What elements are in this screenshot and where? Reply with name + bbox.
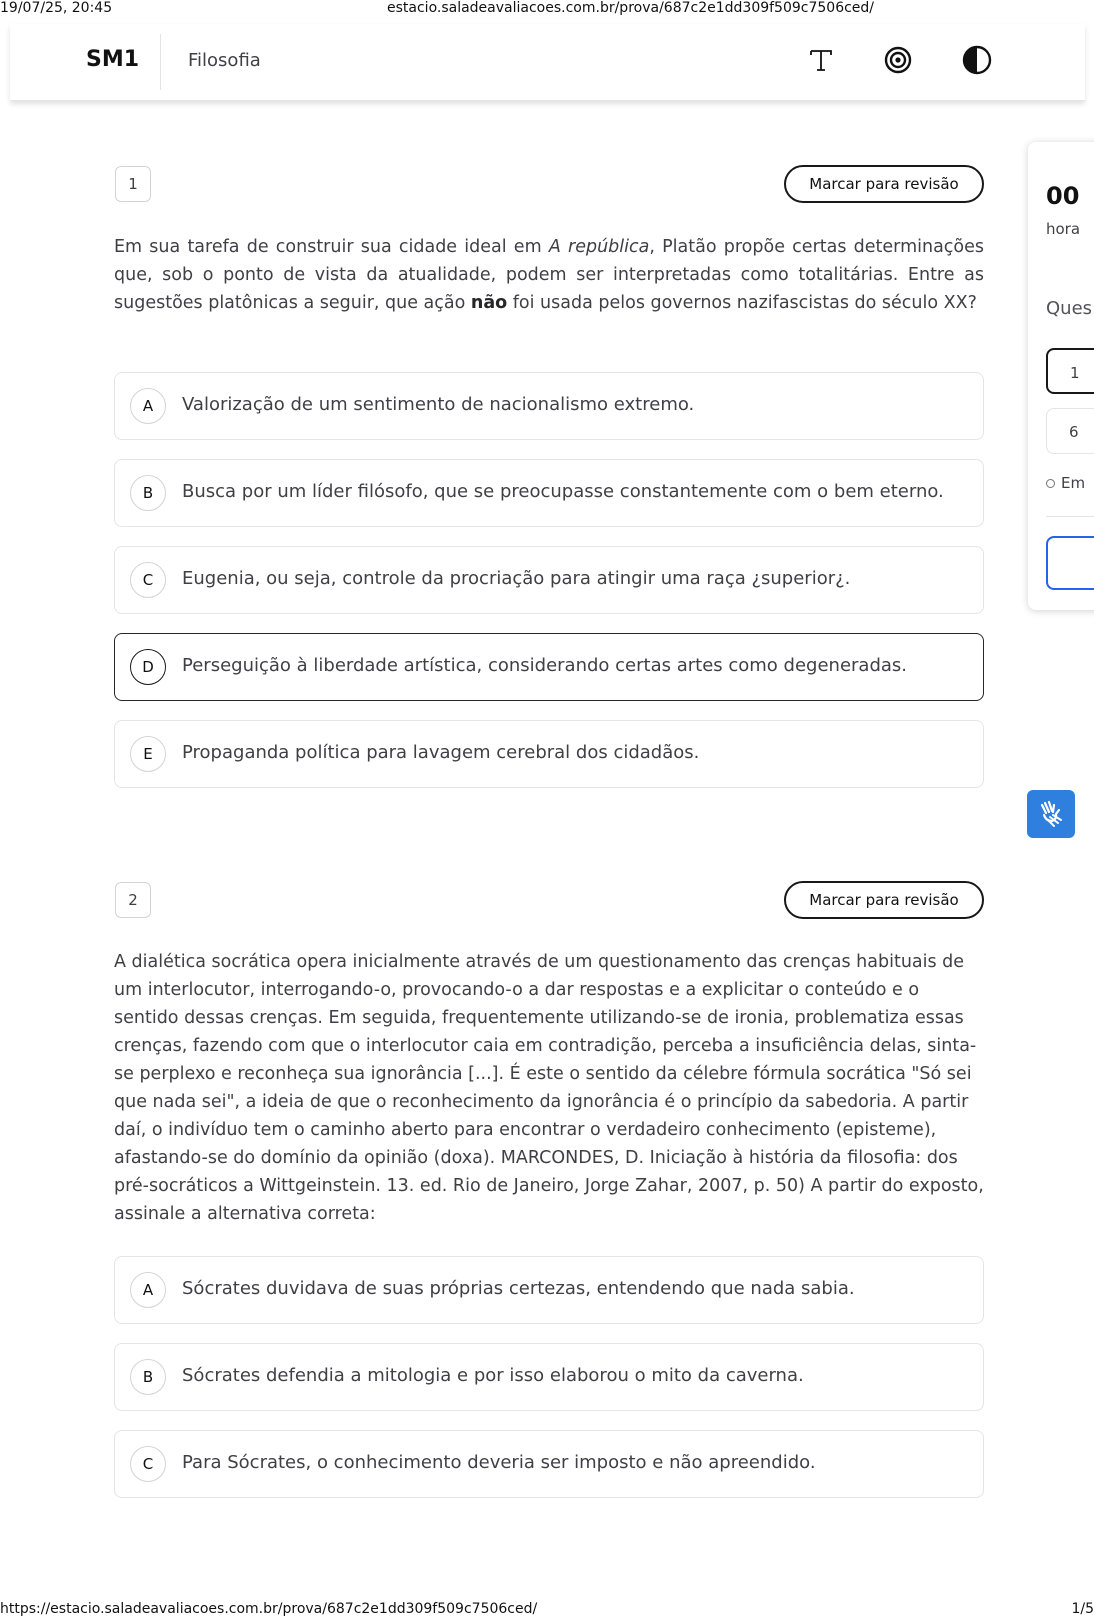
- option-text: Busca por um líder filósofo, que se preocupasse constantemente com o bem eterno.: [182, 481, 944, 502]
- print-datetime: 19/07/25, 20:45: [0, 0, 113, 16]
- print-header: [0, 0, 1094, 20]
- legend-label: Em: [1061, 474, 1086, 492]
- option-text: Sócrates defendia a mitologia e por isso elaborou o mito da caverna.: [182, 1365, 804, 1386]
- answer-option[interactable]: [114, 1343, 984, 1411]
- option-letter: B: [130, 475, 166, 511]
- question-nav-item[interactable]: 6: [1046, 408, 1094, 454]
- mark-for-review-button[interactable]: Marcar para revisão: [784, 165, 984, 203]
- brand-divider: [160, 34, 161, 90]
- answer-option[interactable]: [114, 459, 984, 527]
- subject-title: Filosofia: [188, 50, 261, 71]
- statement-text: Em sua tarefa de construir sua cidade ideal em: [114, 237, 549, 257]
- option-text: Valorização de um sentimento de nacionalismo extremo.: [182, 394, 695, 415]
- questions-label: Ques: [1046, 298, 1093, 319]
- option-text: Para Sócrates, o conhecimento deveria ser imposto e não apreendido.: [182, 1452, 816, 1473]
- option-letter: C: [130, 1446, 166, 1482]
- top-bar: [10, 24, 1085, 101]
- mark-for-review-button[interactable]: Marcar para revisão: [784, 881, 984, 919]
- option-text: Eugenia, ou seja, controle da procriação para atingir uma raça ¿superior¿.: [182, 568, 851, 589]
- option-text: Sócrates duvidava de suas próprias certezas, entendendo que nada sabia.: [182, 1278, 855, 1299]
- option-text: Propaganda política para lavagem cerebral dos cidadãos.: [182, 742, 700, 763]
- question-statement: [114, 233, 984, 317]
- sign-language-icon[interactable]: [1027, 790, 1075, 838]
- print-url: estacio.saladeavaliacoes.com.br/prova/687c2e1dd309f509c7506ced/: [387, 0, 875, 16]
- statement-text: , Platão propõe certas determinações que, sob o ponto de vista da atualidade, podem ser interpretadas como totalitárias. Entre as sugestões platônicas a seguir, que ação: [114, 237, 985, 313]
- question-number: 2: [115, 882, 151, 918]
- option-letter: C: [130, 562, 166, 598]
- focus-target-icon[interactable]: [882, 44, 914, 76]
- answer-option[interactable]: [114, 546, 984, 614]
- statement-text: foi usada pelos governos nazifascistas do século XX?: [507, 293, 977, 313]
- option-letter: A: [130, 388, 166, 424]
- statement-bold: não: [470, 293, 508, 313]
- print-footer: [0, 1601, 1094, 1623]
- legend-item: [1046, 474, 1085, 492]
- print-page-number: 1/5: [1071, 1601, 1094, 1617]
- option-letter: D: [130, 649, 166, 685]
- option-letter: B: [130, 1359, 166, 1395]
- contrast-icon[interactable]: [961, 44, 993, 76]
- timer-hours: 00: [1046, 182, 1080, 210]
- legend-dot-icon: [1046, 479, 1055, 488]
- side-panel-button[interactable]: [1046, 536, 1094, 590]
- answer-option[interactable]: [114, 372, 984, 440]
- print-footer-url: https://estacio.saladeavaliacoes.com.br/prova/687c2e1dd309f509c7506ced/: [0, 1601, 538, 1617]
- question-nav-item[interactable]: 1: [1046, 348, 1094, 394]
- font-size-icon[interactable]: [805, 44, 837, 76]
- option-text: Perseguição à liberdade artística, considerando certas artes como degeneradas.: [182, 655, 908, 676]
- side-divider: [1046, 516, 1094, 517]
- question-statement: A dialética socrática opera inicialmente através de um questionamento das crenças habituais de um interlocutor, interrogando-o, provocando-o a dar respostas e a explicitar o conteúdo e o sentido dessas crenças. Em seguida, frequentemente utilizando-se de ironia, problematiza essas crenças, fazendo com que o interlocutor caia em contradição, perceba a insuficiência delas, sinta-se perplexo e reconheça sua ignorância [...]. É este o sentido da célebre fórmula socrática "Só sei que nada sei", a ideia de que o reconhecimento da ignorância é o princípio da sabedoria. A partir daí, o indivíduo tem o caminho aberto para encontrar o verdadeiro conhecimento (episteme), afastando-se do domínio da opinião (doxa). MARCONDES, D. Iniciação à história da filosofia: dos pré-socráticos a Wittgeinstein. 13. ed. Rio de Janeiro, Jorge Zahar, 2007, p. 50) A partir do exposto, assinale a alternativa correta:: [114, 952, 984, 1224]
- answer-option[interactable]: [114, 720, 984, 788]
- timer-unit: hora: [1046, 220, 1081, 238]
- answer-option-selected[interactable]: [114, 633, 984, 701]
- option-letter: E: [130, 736, 166, 772]
- option-letter: A: [130, 1272, 166, 1308]
- answer-option[interactable]: [114, 1256, 984, 1324]
- answer-option[interactable]: [114, 1430, 984, 1498]
- side-panel: [1028, 142, 1094, 610]
- brand-logo: SM1: [86, 47, 140, 72]
- statement-italic: A república: [548, 237, 650, 257]
- question-number: 1: [115, 166, 151, 202]
